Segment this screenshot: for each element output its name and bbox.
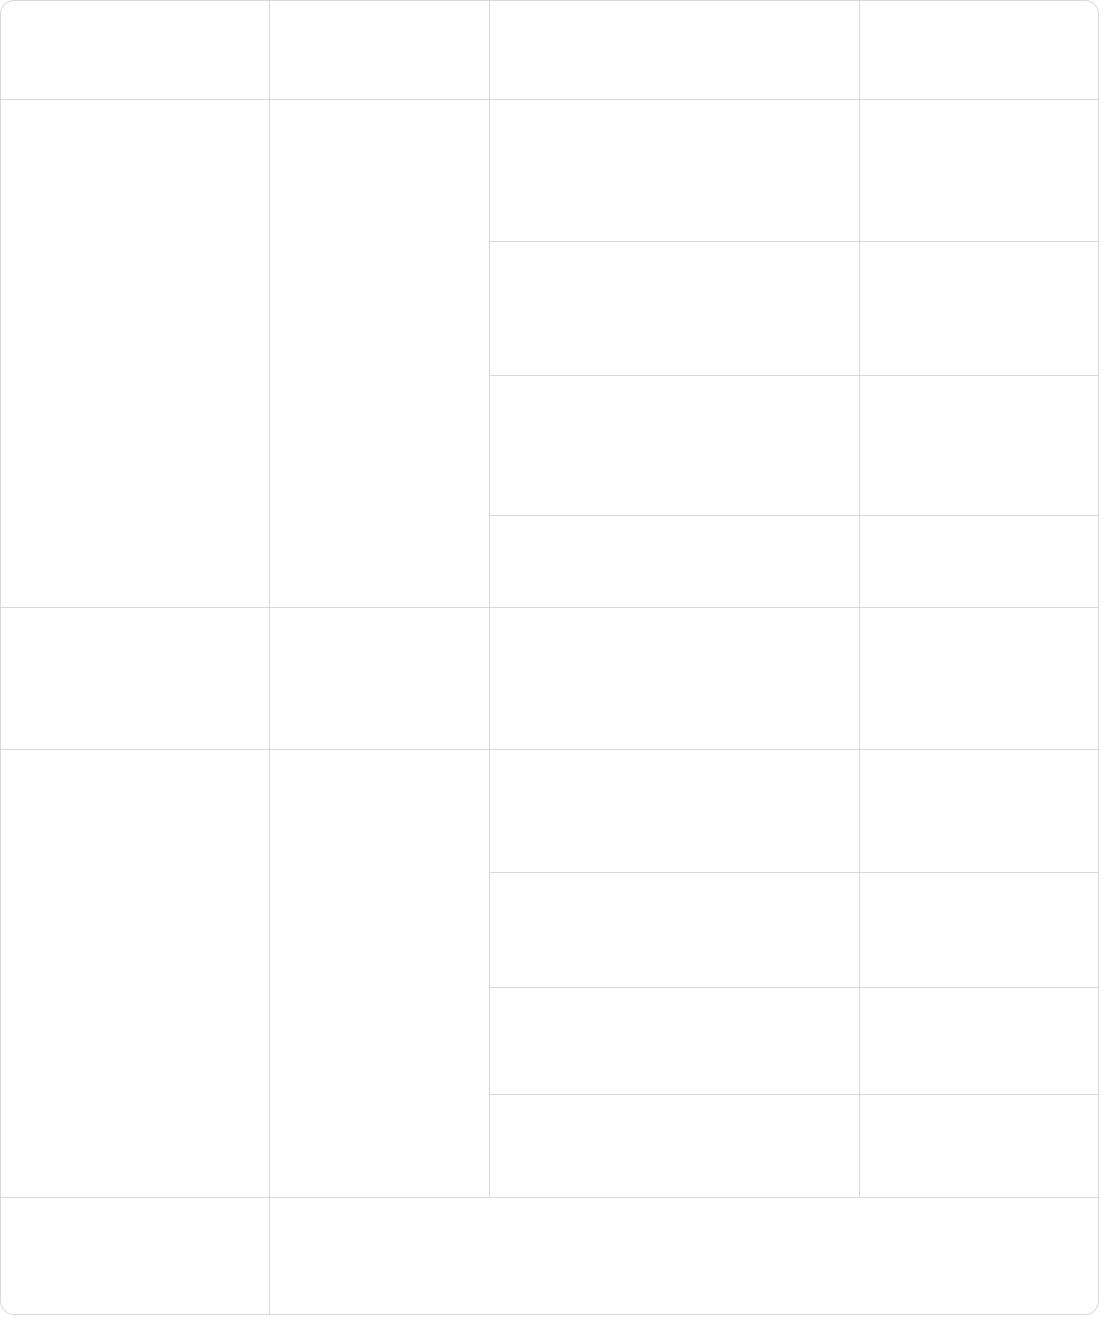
group2-sub1-col4-cell (860, 750, 1099, 873)
group2-sub3-col4-cell (860, 988, 1099, 1095)
header-cell-2 (270, 1, 490, 100)
header-cell-1 (1, 1, 270, 100)
group1-sub3-col4-cell (860, 376, 1099, 516)
group1-col1-cell (1, 100, 270, 608)
header-cell-4 (860, 1, 1099, 100)
group1-col2-cell (270, 100, 490, 608)
group2-sub3-col3-cell (490, 988, 860, 1095)
group2-sub2-col3-cell (490, 873, 860, 988)
group1-sub4-col3-cell (490, 516, 860, 608)
group2-sub2-col4-cell (860, 873, 1099, 988)
group2-col2-cell (270, 750, 490, 1198)
row2-col4-cell (860, 608, 1099, 750)
group1-sub1-col3-cell (490, 100, 860, 242)
group2-col1-cell (1, 750, 270, 1198)
group1-sub2-col4-cell (860, 242, 1099, 376)
footer-merged-cell (270, 1198, 1099, 1315)
row2-col1-cell (1, 608, 270, 750)
group1-sub4-col4-cell (860, 516, 1099, 608)
group2-sub4-col4-cell (860, 1095, 1099, 1198)
group2-sub1-col3-cell (490, 750, 860, 873)
group1-sub3-col3-cell (490, 376, 860, 516)
group1-sub1-col4-cell (860, 100, 1099, 242)
row2-col2-cell (270, 608, 490, 750)
header-cell-3 (490, 1, 860, 100)
row2-col3-cell (490, 608, 860, 750)
group2-sub4-col3-cell (490, 1095, 860, 1198)
footer-col1-cell (1, 1198, 270, 1315)
group1-sub2-col3-cell (490, 242, 860, 376)
